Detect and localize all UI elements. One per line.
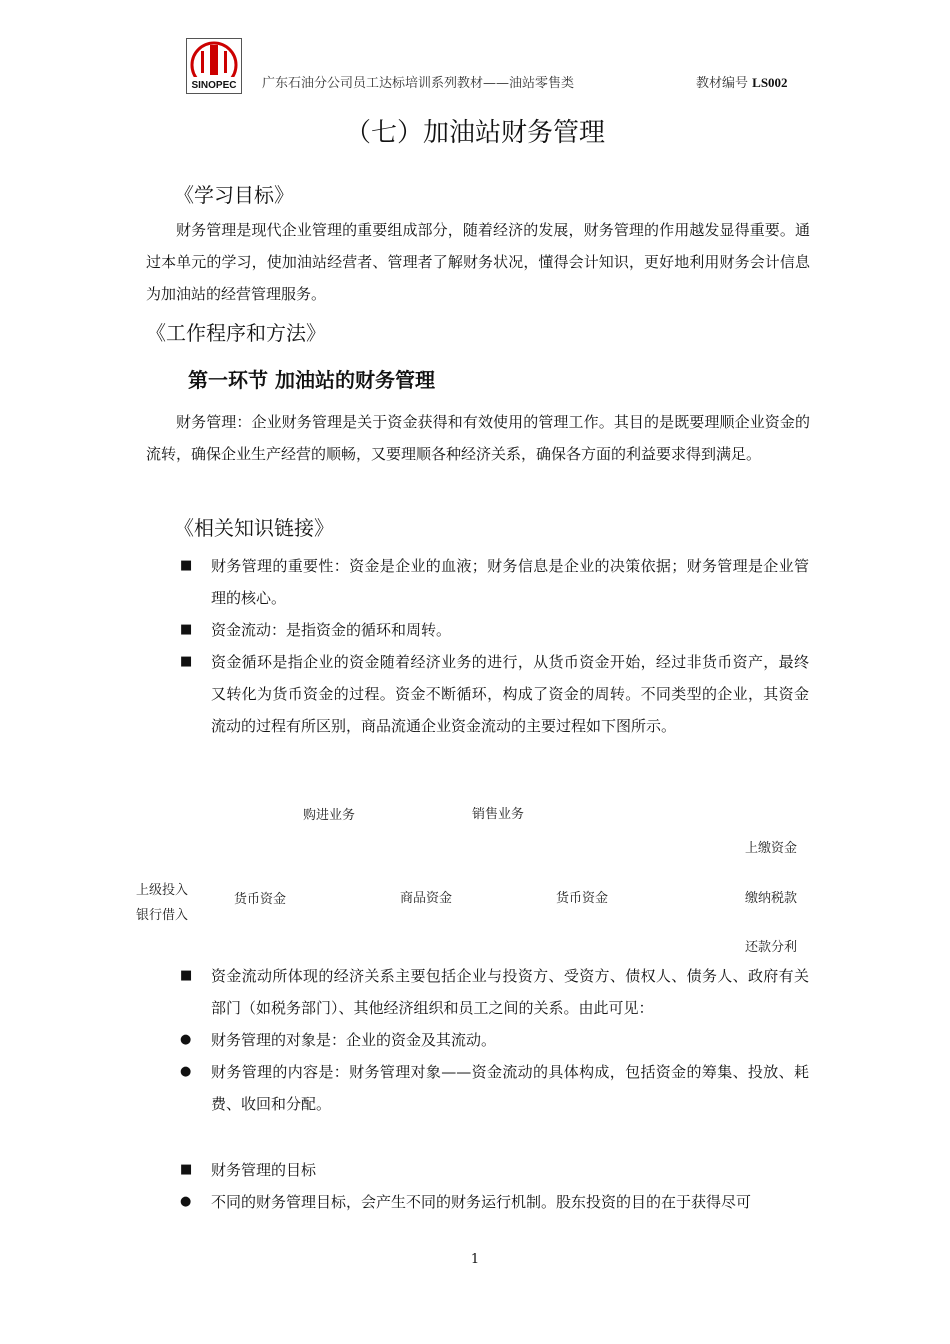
bullet-marker: ●	[180, 1064, 192, 1079]
links-heading: 《相关知识链接》	[174, 516, 334, 540]
svg-text:SINOPEC: SINOPEC	[191, 80, 237, 91]
bullet-text: 财务管理的重要性：资金是企业的血液；财务信息是企业的决策依据；财务管理是企业管理的核心。	[211, 557, 809, 607]
flow-source-investment: 上级投入	[136, 883, 189, 898]
flow-sales-label: 销售业务	[472, 807, 525, 822]
bullet-marker: ■	[180, 1162, 193, 1177]
flow-repay-label: 还款分利	[745, 940, 798, 955]
section1-paragraph: 财务管理：企业财务管理是关于资金获得和有效使用的管理工作。其目的是既要理顺企业资金的流转，确保企业生产经营的顺畅，又要理顺各种经济关系，确保各方面的利益要求得到满足。	[146, 413, 810, 463]
flow-money-funds-1: 货币资金	[234, 892, 287, 907]
bullet-text: 资金流动：是指资金的循环和周转。	[211, 621, 452, 639]
flow-goods-funds: 商品资金	[400, 891, 453, 906]
bullet-text: 财务管理的对象是：企业的资金及其流动。	[211, 1031, 497, 1049]
code-value: LS002	[752, 75, 788, 90]
flow-purchase-label: 购进业务	[303, 808, 356, 823]
bullet-marker: ●	[180, 1194, 192, 1209]
bullet-text: 资金流动所体现的经济关系主要包括企业与投资方、受资方、债权人、债务人、政府有关部门（如税务部门）、其他经济组织和员工之间的关系。由此可见：	[211, 967, 809, 1017]
header-series-title: 广东石油分公司员工达标培训系列教材——油站零售类	[262, 76, 575, 91]
code-label: 教材编号	[696, 76, 749, 91]
bullet-marker: ■	[180, 622, 193, 637]
bullet-text: 不同的财务管理目标，会产生不同的财务运行机制。股东投资的目的在于获得尽可	[211, 1193, 752, 1211]
bullet-text: 财务管理的目标	[211, 1161, 317, 1179]
bullet-marker: ■	[180, 558, 193, 573]
bullet-marker: ■	[180, 654, 193, 669]
objectives-paragraph: 财务管理是现代企业管理的重要组成部分，随着经济的发展，财务管理的作用越发显得重要。通过本单元的学习，使加油站经营者、管理者了解财务状况，懂得会计知识，更好地利用财务会计信息为加油站的经营管理服务。	[146, 221, 810, 303]
procedure-heading: 《工作程序和方法》	[146, 321, 326, 345]
fund-flow-diagram	[0, 790, 950, 960]
objectives-heading: 《学习目标》	[174, 183, 294, 207]
header-code	[696, 72, 788, 91]
flow-up-funds-label: 上缴资金	[745, 841, 798, 856]
bullet-text: 资金循环是指企业的资金随着经济业务的进行，从货币资金开始，经过非货币资产，最终又转化为货币资金的过程。资金不断循环，构成了资金的周转。不同类型的企业，其资金流动的过程有所区别，商品流通企业资金流动的主要过程如下图所示。	[211, 653, 809, 735]
section1-heading: 第一环节 加油站的财务管理	[188, 368, 435, 392]
flow-money-funds-2: 货币资金	[556, 891, 609, 906]
page-number: 1	[470, 1252, 480, 1267]
bullet-marker: ●	[180, 1032, 192, 1047]
flow-source-loan: 银行借入	[136, 908, 189, 923]
bullet-marker: ■	[180, 968, 193, 983]
page-title: （七）加油站财务管理	[344, 118, 605, 148]
company-logo	[186, 38, 242, 94]
sinopec-logo-icon	[187, 39, 241, 93]
bullet-text: 财务管理的内容是：财务管理对象——资金流动的具体构成，包括资金的筹集、投放、耗费、收回和分配。	[211, 1063, 809, 1113]
flow-tax-label: 缴纳税款	[745, 891, 798, 906]
